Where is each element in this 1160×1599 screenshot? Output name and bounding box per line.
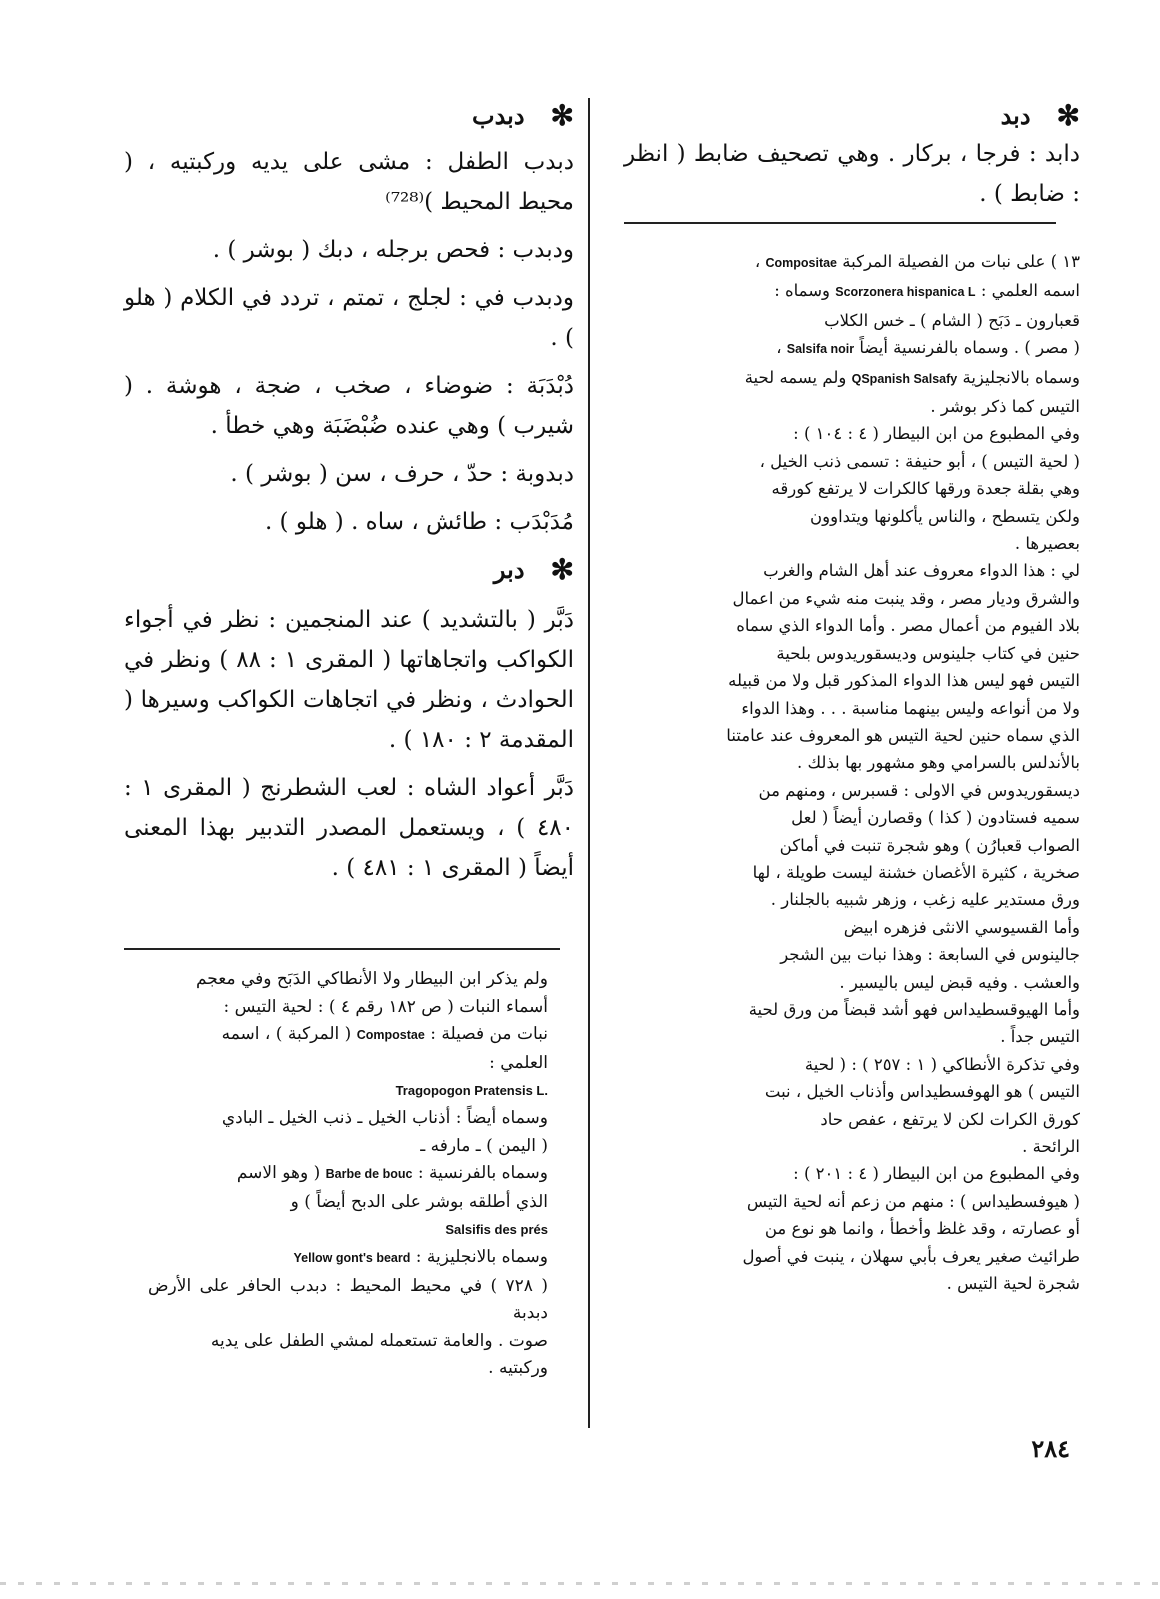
footnote-text: التيس كما ذكر بوشر . [930,397,1080,417]
footnote-text: أو عصارته ، وقد غلظ وأخطأ ، وانما هو نوع من [764,1219,1080,1239]
footnote-line [624,612,1080,639]
footnote-line [624,307,1080,334]
heading-text: دبر [493,554,525,584]
footnote-text: الذي أطلقه بوشر على الدبح أيضاً ) و [290,1191,548,1212]
footnote-line [624,1215,1080,1242]
footnote-text: ديسقوريدوس في الاولى : قسبرس ، ومنهم من [758,780,1080,800]
right-entries [624,134,1080,214]
footnote-text: طرائيث صغير يعرف بأبي سهلان ، ينبت في أصول [742,1246,1080,1266]
footnote-text: الذي سماه حنين لحية التيس هو المعروف عند عامتنا [726,725,1080,745]
footnote-text: ( لحية التيس ) ، أبو حنيفة : تسمى ذنب الخيل ، [759,451,1080,471]
entry-text: ودبدب : فحص برجله ، دبك ( بوشر ) . [212,237,574,263]
footnote-line [148,1273,548,1328]
latin-term: Salsifa noir [786,342,855,357]
left-column [124,98,574,896]
entry-heading-dbdb [124,98,574,132]
footnote-text: وسماه : [774,281,830,301]
footnote-line [624,640,1080,667]
footnote-line [624,277,1080,306]
footnote-text: وسماه بالانجليزية : [415,1246,548,1267]
footnote-text: ولم يسمه لحية [744,367,847,387]
footnote-line [148,1021,548,1050]
footnote-text: العلمي : [489,1052,548,1073]
footnote-line: Salsifis des prés [445,1222,548,1238]
footnote-line [148,1328,548,1356]
footnote-text: لي : هذا الدواء معروف عند أهل الشام والغرب [763,561,1080,581]
footnote-text: بالأندلس بالسرامي وهو مشهور بها بذلك . [797,753,1080,773]
footnote-text: ( مصر ) . وسماه بالفرنسية أيضاً [859,338,1080,358]
footnote-text: وفي المطبوع من ابن البيطار ( ٤ : ١٠٤ ) : [793,424,1080,444]
footnote-line [624,364,1080,393]
column-divider [588,98,590,1428]
footnote-line [624,1270,1080,1297]
footnote-text: والشرق وديار مصر ، وقد ينبت منه شيء من اعمال [732,588,1080,608]
footnote-line [624,448,1080,475]
footnote-line [624,1160,1080,1187]
footnote-text: شجرة لحية التيس . [946,1274,1080,1294]
footnote-line [624,420,1080,447]
right-column [624,98,1080,222]
entry-text: دُبْدَبَة : ضوضاء ، صخب ، ضجة ، هوشة . ( شيرب ) وهي عنده ضُبْضَبَة وهي خطأ . [124,373,574,439]
footnote-text: ( هيوفسطيداس ) : منهم من زعم أنه لحية التيس [746,1191,1080,1211]
page-number: ٢٨٤ [1031,1434,1070,1463]
latin-term: Yellow gont's beard [293,1250,411,1265]
footnote-text: نبات من فصيلة : [430,1024,548,1045]
dbdb-entries [124,142,574,542]
footnote-line [624,777,1080,804]
footnote-text: وفي تذكرة الأنطاكي ( ١ : ٢٥٧ ) : ( لحية [804,1054,1080,1074]
heading-text: دبدب [471,100,525,130]
footnote-line [624,1106,1080,1133]
footnote-line [624,667,1080,694]
footnote-text: والعشب . وفيه قبض ليس باليسير . [839,972,1080,992]
entry-text: دبدوبة : حدّ ، حرف ، سن ( بوشر ) . [230,461,574,487]
footnote-line [624,1133,1080,1160]
footnote-line [624,475,1080,502]
footnote-line [148,1105,548,1133]
right-divider [624,222,1056,224]
left-divider [124,948,560,950]
entry-heading-dbr [124,552,574,586]
footnote-text: ولم يذكر ابن البيطار ولا الأنطاكي الدَبَح وفي معجم [195,969,548,989]
footnote-text: أسماء النبات ( ص ١٨٢ رقم ٤ ) : لحية التيس : [223,996,548,1017]
asterisk-icon: ✻ [1056,98,1080,132]
footnote-text: حنين في كتاب جلينوس وديسقوريدوس بلحية [776,643,1080,663]
footnote-text: وسماه بالفرنسية : [417,1163,548,1184]
entry-heading-dbd [624,98,1080,132]
footnote-line [624,914,1080,941]
footnote-text: الصواب قعبارُن ) وهو شجرة تنبت في أماكن [779,835,1080,855]
footnote-text: ولا من أنواعه وليس بينهما مناسبة . . . وهذا الدواء [741,698,1080,718]
footnote-line [148,1355,548,1383]
footnote-line [624,585,1080,612]
right-footnotes [624,248,1080,1297]
latin-term: Compositae [765,256,838,270]
entry-text: ودبدب في : لجلج ، تمتم ، تردد في الكلام ( هلو ) . [124,285,574,351]
footnote-text: التيس جداً . [1000,1027,1080,1047]
footnote-line [148,1189,548,1217]
footnote-line [148,1244,548,1273]
footnote-text: كورق الكرات لكن لا يرتفع ، عفص حاد [820,1109,1080,1129]
footnote-text: وهي بقلة جعدة ورقها كالكرات لا يرتفع كورقه [771,479,1080,499]
footnote-text: بلاد الفيوم من أعمال مصر . وأما الدواء الذي سماه [736,616,1080,636]
footnote-line [624,1078,1080,1105]
footnote-line [624,393,1080,420]
footnote-line [624,695,1080,722]
left-footnotes [148,966,548,1383]
footnote-line [624,1188,1080,1215]
footnote-line [624,1023,1080,1050]
footnote-text: صوت . والعامة تستعمله لمشي الطفل على يديه [210,1330,548,1351]
footnote-text: قعبارون ـ دَبَح ( الشام ) ـ خس الكلاب [824,310,1080,330]
footnote-line [148,1050,548,1078]
entry-text: دابد : فرجا ، بركار . وهي تصحيف ضابط ( انظر : ضابط ) . [624,141,1080,207]
footnote-line [148,966,548,994]
footnote-text: سميه فستادون ( كذا ) وقصارن أيضاً ( لعل [791,808,1080,828]
entry-text: دبدب الطفل : مشى على يديه وركبتيه ، ( محيط المحيط )⁽⁷²⁸⁾ [124,149,574,215]
footnote-line [148,1133,548,1161]
entry-text: دَبَّر ( بالتشديد ) عند المنجمين : نظر في أجواء الكواكب واتجاهاتها ( المقرى ١ : ٨٨ ) ونظر في الحوادث ، ونظر في اتجاهات الكواكب وسيرها ( المقدمة ٢ : ١٨٠ ) . [124,607,575,753]
footnote-text: اسمه العلمي : [980,281,1080,301]
footnote-line [624,969,1080,996]
asterisk-icon: ✻ [550,98,574,132]
latin-term: Barbe de bouc [325,1167,413,1182]
footnote-line [624,996,1080,1023]
footnote-text: ( المركبة ) ، اسمه [221,1024,352,1045]
asterisk-icon: ✻ [550,552,574,586]
footnote-line [148,1160,548,1189]
latin-term: Compostae [356,1028,425,1043]
footnote-text: وسماه بالانجليزية [962,367,1080,387]
footnote-line [148,994,548,1022]
footnote-line [624,1243,1080,1270]
footnote-text: ولكن يتسطح ، والناس يأكلونها ويتداوون [810,506,1080,526]
footnote-text: جالينوس في السابعة : وهذا نبات بين الشجر [780,945,1080,965]
footnote-text: وسماه أيضاً : أذناب الخيل ـ ذنب الخيل ـ البادي [221,1107,548,1128]
footnote-line [624,503,1080,530]
footnote-line [624,859,1080,886]
footnote-line [624,722,1080,749]
footnote-text: ، [754,252,761,271]
footnote-line [624,886,1080,913]
footnote-line [624,804,1080,831]
entry-text: دَبَّر أعواد الشاه : لعب الشطرنج ( المقرى ١ : ٤٨٠ ) ، ويستعمل المصدر التدبير بهذا المعنى أيضاً ( المقرى ١ : ٤٨١ ) . [124,775,574,881]
footnote-text: ( اليمن ) ـ مارفه ـ [420,1135,548,1156]
scan-edge-noise [0,1582,1160,1585]
latin-term: Scorzonera hispanica L [835,285,976,300]
latin-term: QSpanish Salsafy [851,371,958,386]
footnote-text: وفي المطبوع من ابن البيطار ( ٤ : ٢٠١ ) : [793,1164,1080,1184]
footnote-text: ، [776,338,782,358]
footnote-text: ( وهو الاسم [236,1163,321,1184]
footnote-text: التيس فهو ليس هذا الدواء المذكور قبل ولا من قبيله [728,671,1080,691]
footnote-line [624,530,1080,557]
footnote-line [624,832,1080,859]
footnote-line [624,334,1080,363]
footnote-line: Tragopogon Pratensis L. [395,1083,548,1099]
footnote-text: صخرية ، كثيرة الأغصان خشنة ليست طويلة ، لها [752,862,1080,882]
footnote-text: التيس ) هو الهوفسطيداس وأذناب الخيل ، نبت [764,1082,1080,1102]
entry-text: مُدَبْدَب : طائش ، ساه . ( هلو ) . [264,509,574,535]
dbr-entries [124,600,574,888]
footnote-text: وأما القسيوسي الانثى فزهره ابيض [843,917,1080,937]
heading-text: دبد [1000,100,1031,130]
footnote-line [624,557,1080,584]
footnote-text: بعصيرها . [1014,534,1080,554]
footnote-line [624,749,1080,776]
footnote-text: وركبتيه . [488,1358,548,1379]
footnote-text: ١٣ ) على نبات من الفصيلة المركبة [842,252,1080,271]
footnote-text: ورق مستدير عليه زغب ، وزهر شبيه بالجلنار . [770,890,1080,910]
footnote-text: الرائحة . [1022,1137,1080,1156]
footnote-line [624,1051,1080,1078]
footnote-line [624,941,1080,968]
footnote-text: ( ٧٢٨ ) في محيط المحيط : دبدب الحافر على الأرض دبدبة [148,1275,548,1324]
footnote-line [624,248,1080,277]
footnote-text: وأما الهيوقسطيداس فهو أشد قبضاً من ورق لحية [748,999,1080,1019]
